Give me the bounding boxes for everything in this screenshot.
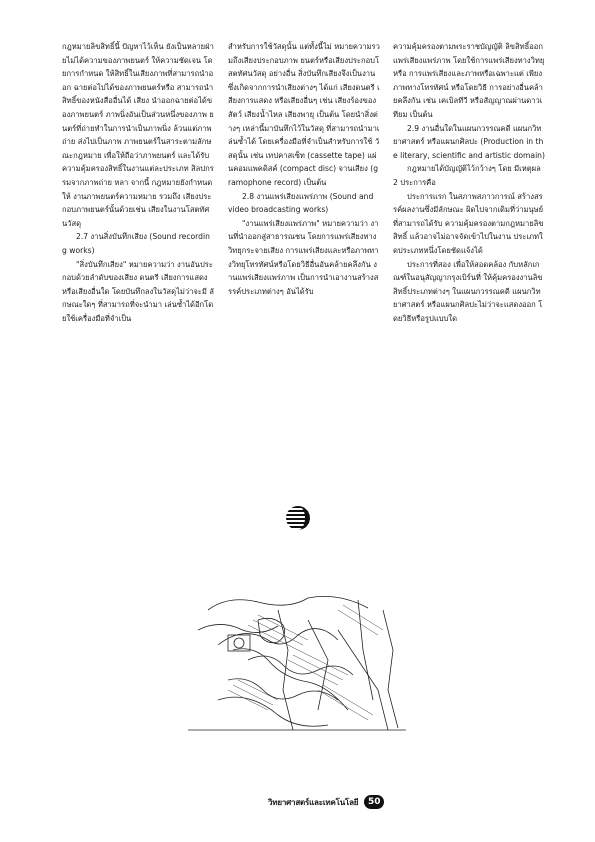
section-heading-2-9: 2.9 งานอื่นใดในแผนกวรรณคดี แผนกวิทยาศาสตร์ หรือแผนกศิลปะ (Production in the literary, scientific and artistic domain) (393, 123, 545, 160)
paragraph: กฎหมายได้บัญญัติไว้กว้างๆ โดย มีเหตุผล 2 ประการคือ (393, 164, 541, 187)
paragraph: "สิ่งบันทึกเสียง" หมายความว่า งานอันประกอบด้วยลำดับของเสียง ดนตรี เสียงการแสดง หรือเสียงอื่นใด โดยบันทึกลงในวัสดุไม่ว่าจะมี ลักษณะใดๆ ที่สามารถที่จะนำมา เล่นซ้ำได้อีกโดยใช้เครื่องมือที่จำเป็น (62, 259, 214, 323)
paragraph: กฎหมายลิขสิทธิ์นี้ ปัญหาไว้เห็น ยังเป็นหลายฝ่ายไม่ได้ความของภาพยนตร์ ให้ความชัดเจน โดยการกำหนด ให้สิทธิ์ในเสียงภาพที่สามารถนำออก ฉายต่อไปได้ของภาพยนตร์หรือ สามารถนำสิทธิ์ของหนังสืออื่นได้ เสียง นำออกฉายต่อได้ของภาพยนตร์ ภาพนิ่งอันเป็นส่วนหนึ่งของภาพ ยนตร์ที่ถ่ายทำในการนำเป็นภาพนิ่ง ล้วนแต่ภาพถ่าย ส่งไปเป็นภาพ ภาพยนตร์ในสาระตามลักษณะกฎหมาย เพื่อให้ถือว่าภาพยนตร์ และได้รับ ความคุ้มครองสิทธิ์ในงานแต่ละประเภท สิลปกรรมจากภาพถ่าย หลา จากนี้ กฎหมายยังกำหนดให้ งานภาพยนตร์ความหมาย รวมถึง เสียงประกอบภาพยนตร์นั้นด้วยเช่น เสียงในงานโสตทัศนวัสดุ (62, 42, 214, 228)
paragraph: ความคุ้มครองตามพระราชบัญญัติ ลิขสิทธิ์ออกแพร่เสียงแพร่ภาพ โดยใช้การแพร่เสียงทางวิทยุ หรือ การแพร่เสียงและภาพหรือเฉพาะแต่ เพียงภาพทางโทรทัศน์ หรือโดยวิธี การอย่างอื่นคล้ายคลึงกัน เช่น เคเบิลทีวี หรือสัญญาณผ่านดาวเทียม เป็นต้น (393, 42, 545, 119)
section-heading-2-8: 2.8 งานแพร่เสียงแพร่ภาพ (Sound and video broadcasting works) (228, 191, 374, 215)
striped-sphere-icon (283, 503, 313, 533)
paragraph: "งานแพร่เสียงแพร่ภาพ" หมายความว่า งานที่นำออกสู่สาธารณชน โดยการแพร่เสียงทางวิทยุกระจายเสียง การแพร่เสียงและหรือภาพทางวิทยุโทรทัศน์หรือโดยวิธีอื่นอันคล้ายคลึงกัน งานแพร่เสียงแพร่ภาพ เป็นการนำเอางานสร้างสรรค์ประเภทต่างๆ อันได้รับ (228, 218, 379, 296)
text-column-3 (393, 40, 545, 482)
text-column-2 (228, 40, 380, 484)
paragraph: สำหรับการใช้วัสดุนั้น แต่ทั้งนี้ไม่ หมายความรวมถึงเสียงประกอบภาพ ยนตร์หรือเสียงประกอบโสตทัศนวัสดุ อย่างอื่น สิ่งบันทึกเสียงจึงเป็นงาน ซึ่งเกิดจากการนำเสียงต่างๆ ได้แก่ เสียงดนตรี เสียงการแสดง หรือเสียงอื่นๆ เช่น เสียงร้องของสัตว์ เสียงน้ำไหล เสียงพายุ เป็นต้น โดยนำสิ่งต่างๆ เหล่านี้มาบันทึกไว้ในวัสดุ ที่สามารถนำมาเล่นซ้ำได้ โดยเครื่องมือที่จำเป็นสำหรับการใช้ วัสดุนั้น เช่น เทปคาสเซ็ท (cassette tape) แผ่นคอมแพคดิสค์ (compact disc) จานเสียง (gramophone record) เป็นต้น (228, 42, 380, 187)
photographer-sketch-illustration (188, 590, 406, 738)
page-number-badge: 50 (364, 795, 384, 809)
paragraph: ประการแรก ในสภาพสภาวการณ์ สร้างสรรค์ผลงานซึ่งมีลักษณะ ผิดไปจากเดิมที่ว่ามนุษย์ที่สามารถได้รับ ความคุ้มครองตามกฎหมายลิขสิทธิ์ แล้วอาจไม่อาจจัดเข้าไปในงาน ประเภทใดประเภทหนึ่งโดยชัดแจ้งได้ (393, 191, 544, 255)
page-footer (268, 794, 384, 810)
section-heading-2-7: 2.7 งานสิ่งบันทึกเสียง (Sound recording works) (62, 232, 210, 255)
paragraph: ประการที่สอง เพื่อให้สอดคล้อง กับหลักเกณฑ์ในอนุสัญญากรุงเบิร์นที่ ให้คุ้มครองงานลิขสิทธิ์ประเภทต่างๆ ในแผนกวรรณคดี แผนกวิทยาศาสตร์ หรือแผนกศิลปะไม่ว่าจะแสดงออก โดยวิธีหรือรูปแบบใด (393, 259, 543, 323)
text-column-1 (62, 40, 214, 488)
footer-title: วิทยาศาสตร์และเทคโนโลยี (268, 797, 359, 807)
